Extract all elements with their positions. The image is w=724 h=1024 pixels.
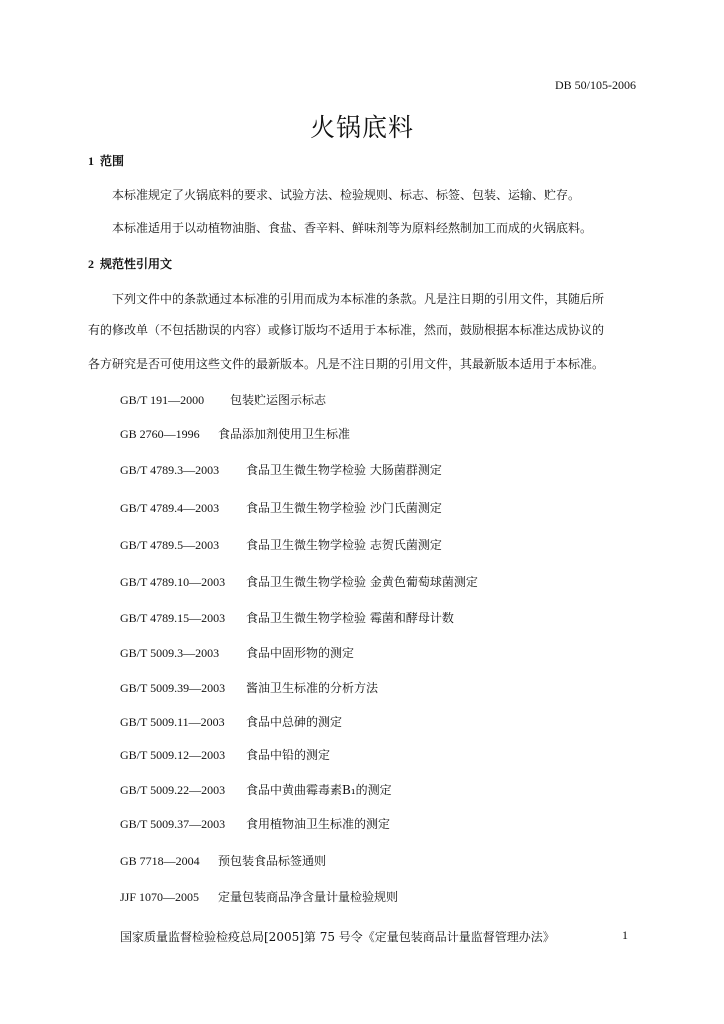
- section-1-number: 1: [88, 154, 94, 168]
- reference-code: GB 7718—2004: [120, 854, 200, 868]
- reference-code: GB/T 5009.37—2003: [120, 817, 226, 831]
- reference-code: GB/T 4789.4—2003: [120, 501, 220, 515]
- reference-item: [120, 573, 478, 590]
- reference-code: GB/T 5009.39—2003: [120, 681, 226, 695]
- reference-name: 食品卫生微生物学检验 沙门氏菌测定: [246, 501, 442, 515]
- reference-code: GB/T 4789.15—2003: [120, 611, 226, 625]
- reference-name: 食用植物油卫生标准的测定: [246, 817, 391, 831]
- reference-code: GB/T 5009.11—2003: [120, 715, 225, 729]
- reference-name: 食品中黄曲霉毒素B₁的测定: [246, 783, 392, 797]
- reference-code: GB/T 5009.12—2003: [120, 748, 226, 762]
- section-1-paragraph: 本标准适用于以动植物油脂、食盐、香辛料、鲜味剂等为原料经熬制加工而成的火锅底料。: [112, 221, 593, 235]
- reference-item: [120, 781, 392, 798]
- reference-name: 预包装食品标签通则: [218, 854, 327, 868]
- reference-item: [120, 852, 326, 869]
- reference-item: [120, 461, 442, 478]
- section-1-heading: [88, 152, 124, 169]
- reference-name: 食品卫生微生物学检验 霉菌和酵母计数: [246, 611, 454, 625]
- reference-last-line: 国家质量监督检验检疫总局[2005]第 75 号令《定量包装商品计量监督管理办法》: [120, 930, 555, 944]
- reference-code: JJF 1070—2005: [120, 890, 200, 904]
- reference-item: [120, 536, 442, 553]
- section-2-number: 2: [88, 257, 94, 271]
- reference-code: GB/T 4789.3—2003: [120, 463, 220, 477]
- reference-name: 食品卫生微生物学检验 志贺氏菌测定: [246, 538, 442, 552]
- reference-name: 定量包装商品净含量计量检验规则: [218, 890, 399, 904]
- reference-item: [120, 425, 350, 442]
- reference-item: [120, 746, 330, 763]
- reference-item: [120, 679, 378, 696]
- reference-code: GB/T 191—2000: [120, 393, 205, 407]
- reference-item: [120, 888, 398, 905]
- reference-item: [120, 713, 342, 730]
- reference-code: GB/T 5009.22—2003: [120, 783, 226, 797]
- reference-item: [120, 609, 454, 626]
- reference-item: [120, 499, 442, 516]
- section-2-heading: [88, 255, 172, 272]
- reference-name: 食品添加剂使用卫生标准: [218, 427, 351, 441]
- reference-item: [120, 644, 354, 661]
- section-1-title: 范围: [100, 154, 125, 168]
- reference-name: 食品中总砷的测定: [246, 715, 343, 729]
- reference-name: 食品中铅的测定: [246, 748, 331, 762]
- standard-code: DB 50/105-2006: [555, 78, 636, 92]
- reference-name: 包装贮运图示标志: [230, 393, 327, 407]
- reference-item: [120, 815, 390, 832]
- reference-name: 食品卫生微生物学检验 大肠菌群测定: [246, 463, 442, 477]
- reference-name: 食品中固形物的测定: [246, 646, 355, 660]
- reference-code: GB/T 4789.5—2003: [120, 538, 220, 552]
- document-title: 火锅底料: [309, 113, 414, 142]
- reference-code: GB/T 5009.3—2003: [120, 646, 220, 660]
- reference-code: GB/T 4789.10—2003: [120, 575, 226, 589]
- reference-name: 食品卫生微生物学检验 金黄色葡萄球菌测定: [246, 575, 478, 589]
- reference-name: 酱油卫生标准的分析方法: [246, 681, 379, 695]
- reference-code: GB 2760—1996: [120, 427, 200, 441]
- page-number: 1: [622, 928, 628, 942]
- section-1-paragraph: 本标准规定了火锅底料的要求、试验方法、检验规则、标志、标签、包装、运输、贮存。: [112, 188, 581, 202]
- section-2-intro-line: 有的修改单（不包括勘误的内容）或修订版均不适用于本标准，然而，鼓励根据本标准达成协议的: [88, 323, 605, 337]
- section-2-title: 规范性引用文: [100, 257, 173, 271]
- section-2-intro-line: 下列文件中的条款通过本标准的引用而成为本标准的条款。凡是注日期的引用文件，其随后所: [112, 292, 605, 306]
- section-2-intro-line: 各方研究是否可使用这些文件的最新版本。凡是不注日期的引用文件，其最新版本适用于本标准。: [88, 357, 605, 371]
- reference-item: [120, 391, 326, 408]
